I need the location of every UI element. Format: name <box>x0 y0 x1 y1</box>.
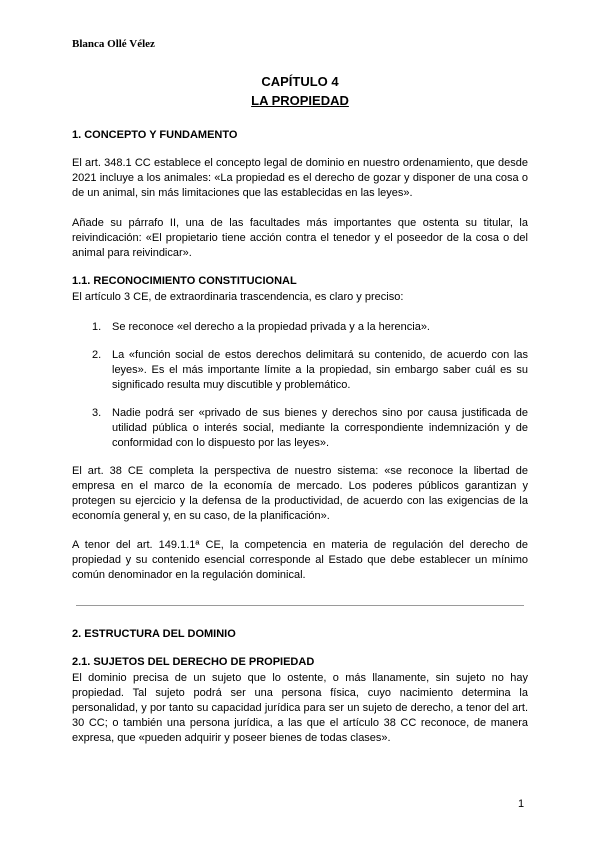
section-1-paragraph-1: El art. 348.1 CC establece el concepto legal de dominio en nuestro ordenamiento, que desde 2021 incluye a los animales: «La propiedad es el derecho de gozar y disponer de una cosa o de un animal, sin más limitaciones que las establecidas en las leyes». <box>72 157 528 199</box>
section-divider <box>76 605 524 606</box>
list-item-text: Nadie podrá ser «privado de sus bienes y derechos sino por causa justificada de utilidad pública o interés social, mediante la correspondiente indemnización y de conformidad con lo dispuesto por las leyes». <box>112 407 528 449</box>
section-1-heading: 1. CONCEPTO Y FUNDAMENTO <box>72 129 238 141</box>
author-header: Blanca Ollé Vélez <box>72 38 155 50</box>
page-number: 1 <box>518 798 525 810</box>
section-1-paragraph-2: Añade su párrafo II, una de las facultades más importantes que ostenta su titular, la reivindicación: «El propietario tiene acción contra el tenedor y el poseedor de la cosa o del animal para reivindicar». <box>72 217 528 259</box>
list-item <box>92 320 528 335</box>
section-2-1-heading: 2.1. SUJETOS DEL DERECHO DE PROPIEDAD <box>72 656 315 668</box>
section-1-1-intro: El artículo 3 CE, de extraordinaria trascendencia, es claro y preciso: <box>72 291 404 303</box>
article-38-paragraph: El art. 38 CE completa la perspectiva de nuestro sistema: «se reconoce la libertad de empresa en el marco de la economía de mercado. Los poderes públicos garantizan y protegen su ejercicio y la defensa de la productividad, de acuerdo con las exigencias de la economía general y, en su caso, de la planificación». <box>72 465 528 522</box>
list-item-text: La «función social de estos derechos delimitará su contenido, de acuerdo con las leyes». Es el más importante límite a la propiedad, sin embargo saber cuál es su significado resulta muy discutible y problemático. <box>112 349 528 391</box>
list-item-number: 3. <box>92 407 102 419</box>
list-item <box>92 348 528 393</box>
chapter-number: CAPÍTULO 4 <box>261 74 339 89</box>
list-item-number: 2. <box>92 349 102 361</box>
list-item-text: Se reconoce «el derecho a la propiedad privada y a la herencia». <box>112 321 430 333</box>
section-1-1-heading: 1.1. RECONOCIMIENTO CONSTITUCIONAL <box>72 275 297 287</box>
chapter-title: LA PROPIEDAD <box>251 93 349 108</box>
article-149-paragraph: A tenor del art. 149.1.1ª CE, la competencia en materia de regulación del derecho de propiedad y su contenido esencial corresponde al Estado que debe establecer un mínimo común denominador en la regulación dominical. <box>72 539 528 581</box>
section-2-1-paragraph: El dominio precisa de un sujeto que lo ostente, o más llanamente, sin sujeto no hay propiedad. Tal sujeto podrá ser una persona física, cuyo nacimiento determina la personalidad, y por tanto su capacidad jurídica para ser un sujeto de derecho, a tenor del art. 30 CC; o también una persona jurídica, a las que el artículo 38 CC reconoce, de manera expresa, que «pueden adquirir y poseer bienes de todas clases». <box>72 672 528 744</box>
list-item-number: 1. <box>92 321 102 333</box>
section-2-heading: 2. ESTRUCTURA DEL DOMINIO <box>72 628 236 640</box>
list-item <box>92 406 528 451</box>
